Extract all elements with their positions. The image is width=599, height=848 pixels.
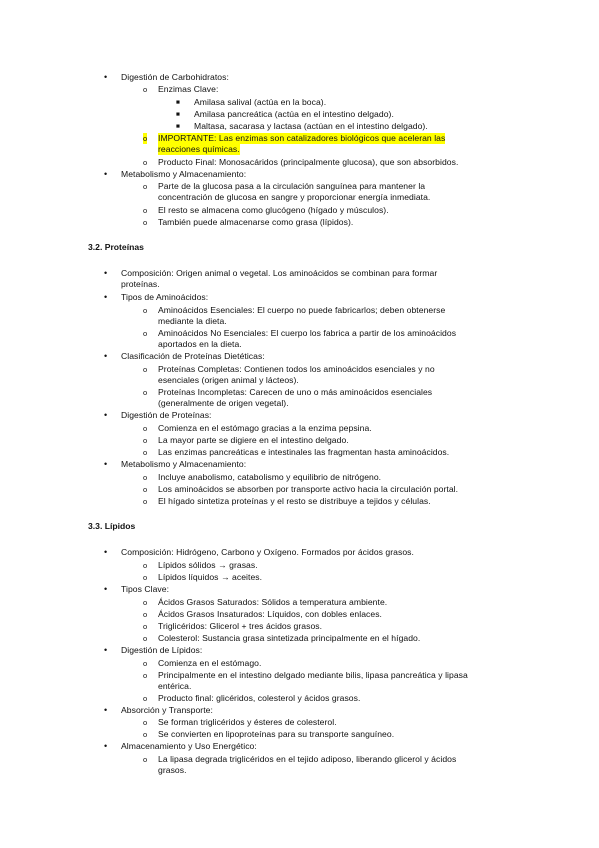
prot-metabolismo-label: Metabolismo y Almacenamiento: xyxy=(121,459,247,469)
bullet-circle: o xyxy=(143,561,148,570)
carb-producto-final: Producto Final: Monosacáridos (principalmente glucosa), que son absorbidos. xyxy=(158,157,459,167)
bullet-circle: o xyxy=(143,448,148,457)
prot-clasificacion-label: Clasificación de Proteínas Dietéticas: xyxy=(121,351,265,361)
bullet-circle: o xyxy=(143,755,148,764)
lip-almacenamiento-label: Almacenamiento y Uso Energético: xyxy=(121,741,257,751)
bullet-dot: • xyxy=(104,645,108,655)
lip-composicion: Composición: Hidrógeno, Carbono y Oxígeno. Formados por ácidos grasos. xyxy=(121,547,414,557)
bullet-circle: o xyxy=(143,634,148,643)
bullet-dot: • xyxy=(104,705,108,715)
section-heading-lipidos: 3.3. Lípidos xyxy=(88,521,136,531)
bullet-circle: o xyxy=(143,598,148,607)
carb-metabolismo-label: Metabolismo y Almacenamiento: xyxy=(121,169,247,179)
lip-intestino-cont: entérica. xyxy=(158,681,192,691)
prot-tipos-label: Tipos de Aminoácidos: xyxy=(121,292,209,302)
bullet-circle: o xyxy=(143,424,148,433)
lip-digestion-label: Digestión de Lípidos: xyxy=(121,645,203,655)
prot-absorben: Los aminoácidos se absorben por transporte activo hacia la circulación portal. xyxy=(158,484,459,494)
bullet-circle: o xyxy=(143,659,148,668)
bullet-dot: • xyxy=(104,459,108,469)
bullet-circle: o xyxy=(143,134,148,143)
bullet-circle: o xyxy=(143,206,148,215)
bullet-circle: o xyxy=(143,218,148,227)
carb-amilasa-pancreatica: Amilasa pancreática (actúa en el intestino delgado). xyxy=(194,109,394,119)
carb-glucosa-cont: concentración de glucosa en sangre y proporcionar energía inmediata. xyxy=(158,192,431,202)
prot-higado: El hígado sintetiza proteínas y el resto se distribuye a tejidos y células. xyxy=(158,496,431,506)
lip-lipasa: La lipasa degrada triglicéridos en el tejido adiposo, liberando glicerol y ácidos xyxy=(158,754,457,764)
bullet-circle: o xyxy=(143,329,148,338)
prot-esenciales: Aminoácidos Esenciales: El cuerpo no puede fabricarlos; deben obtenerse xyxy=(158,305,446,315)
bullet-dot: • xyxy=(104,410,108,420)
prot-incompletas-cont: (generalmente de origen vegetal). xyxy=(158,398,289,408)
bullet-circle: o xyxy=(143,671,148,680)
bullet-circle: o xyxy=(143,497,148,506)
bullet-circle: o xyxy=(143,610,148,619)
lip-insaturados: Ácidos Grasos Insaturados: Líquidos, con dobles enlaces. xyxy=(158,609,382,619)
lip-liquidos: Lípidos líquidos → aceites. xyxy=(158,572,263,582)
prot-no-esenciales: Aminoácidos No Esenciales: El cuerpo los fabrica a partir de los aminoácidos xyxy=(158,328,457,338)
carb-importante-highlight: IMPORTANTE: Las enzimas son catalizadores biológicos que aceleran las xyxy=(158,133,446,143)
lip-trigliceridos: Triglicéridos: Glicerol + tres ácidos grasos. xyxy=(158,621,323,631)
lip-lipasa-cont: grasos. xyxy=(158,765,187,775)
bullet-circle: o xyxy=(143,694,148,703)
prot-anabolismo: Incluye anabolismo, catabolismo y equilibrio de nitrógeno. xyxy=(158,472,382,482)
bullet-circle: o xyxy=(143,85,148,94)
bullet-dot: • xyxy=(104,584,108,594)
carb-importante-highlight-cont: reacciones químicas. xyxy=(158,144,240,154)
prot-estomago: Comienza en el estómago gracias a la enzima pepsina. xyxy=(158,423,372,433)
lip-estomago: Comienza en el estómago. xyxy=(158,658,262,668)
bullet-dot: • xyxy=(104,169,108,179)
bullet-circle: o xyxy=(143,306,148,315)
prot-esenciales-cont: mediante la dieta. xyxy=(158,316,227,326)
lip-producto: Producto final: glicéridos, colesterol y ácidos grasos. xyxy=(158,693,361,703)
carb-enzimas-label: Enzimas Clave: xyxy=(158,84,219,94)
lip-colesterol: Colesterol: Sustancia grasa sintetizada principalmente en el hígado. xyxy=(158,633,421,643)
lip-convierten: Se convierten en lipoproteínas para su transporte sanguíneo. xyxy=(158,729,395,739)
section-heading-proteinas: 3.2. Proteínas xyxy=(88,242,144,252)
prot-no-esenciales-cont: aportados en la dieta. xyxy=(158,339,242,349)
bullet-circle: o xyxy=(143,365,148,374)
lip-absorcion-label: Absorción y Transporte: xyxy=(121,705,213,715)
bullet-dot: • xyxy=(104,268,108,278)
bullet-circle: o xyxy=(143,388,148,397)
bullet-circle: o xyxy=(143,573,148,582)
prot-intestino: La mayor parte se digiere en el intestino delgado. xyxy=(158,435,349,445)
lip-saturados: Ácidos Grasos Saturados: Sólidos a temperatura ambiente. xyxy=(158,597,388,607)
carb-glucogeno: El resto se almacena como glucógeno (hígado y músculos). xyxy=(158,205,389,215)
carb-grasa: También puede almacenarse como grasa (lípidos). xyxy=(158,217,354,227)
bullet-circle: o xyxy=(143,622,148,631)
bullet-square: ■ xyxy=(176,99,180,106)
prot-enzimas: Las enzimas pancreáticas e intestinales las fragmentan hasta aminoácidos. xyxy=(158,447,450,457)
carb-glucosa: Parte de la glucosa pasa a la circulación sanguínea para mantener la xyxy=(158,181,426,191)
bullet-circle: o xyxy=(143,718,148,727)
lip-tipos-label: Tipos Clave: xyxy=(121,584,170,594)
bullet-dot: • xyxy=(104,72,108,82)
lip-intestino: Principalmente en el intestino delgado mediante bilis, lipasa pancreática y lipasa xyxy=(158,670,468,680)
bullet-circle: o xyxy=(143,182,148,191)
carb-amilasa-salival: Amilasa salival (actúa en la boca). xyxy=(194,97,327,107)
carb-maltasa: Maltasa, sacarasa y lactasa (actúan en el intestino delgado). xyxy=(194,121,428,131)
lip-solidos: Lípidos sólidos → grasas. xyxy=(158,560,258,570)
bullet-dot: • xyxy=(104,292,108,302)
bullet-dot: • xyxy=(104,351,108,361)
bullet-dot: • xyxy=(104,741,108,751)
bullet-square: ■ xyxy=(176,123,180,130)
prot-completas: Proteínas Completas: Contienen todos los aminoácidos esenciales y no xyxy=(158,364,435,374)
carb-digestion-label: Digestión de Carbohidratos: xyxy=(121,72,229,82)
bullet-square: ■ xyxy=(176,111,180,118)
prot-composicion-cont: proteínas. xyxy=(121,279,160,289)
bullet-circle: o xyxy=(143,473,148,482)
prot-composicion: Composición: Origen animal o vegetal. Los aminoácidos se combinan para formar xyxy=(121,268,438,278)
lip-forman: Se forman triglicéridos y ésteres de colesterol. xyxy=(158,717,337,727)
prot-completas-cont: esenciales (origen animal y lácteos). xyxy=(158,375,299,385)
bullet-dot: • xyxy=(104,547,108,557)
bullet-circle: o xyxy=(143,158,148,167)
prot-incompletas: Proteínas Incompletas: Carecen de uno o más aminoácidos esenciales xyxy=(158,387,433,397)
bullet-circle: o xyxy=(143,485,148,494)
bullet-circle: o xyxy=(143,730,148,739)
prot-digestion-label: Digestión de Proteínas: xyxy=(121,410,212,420)
bullet-circle: o xyxy=(143,436,148,445)
